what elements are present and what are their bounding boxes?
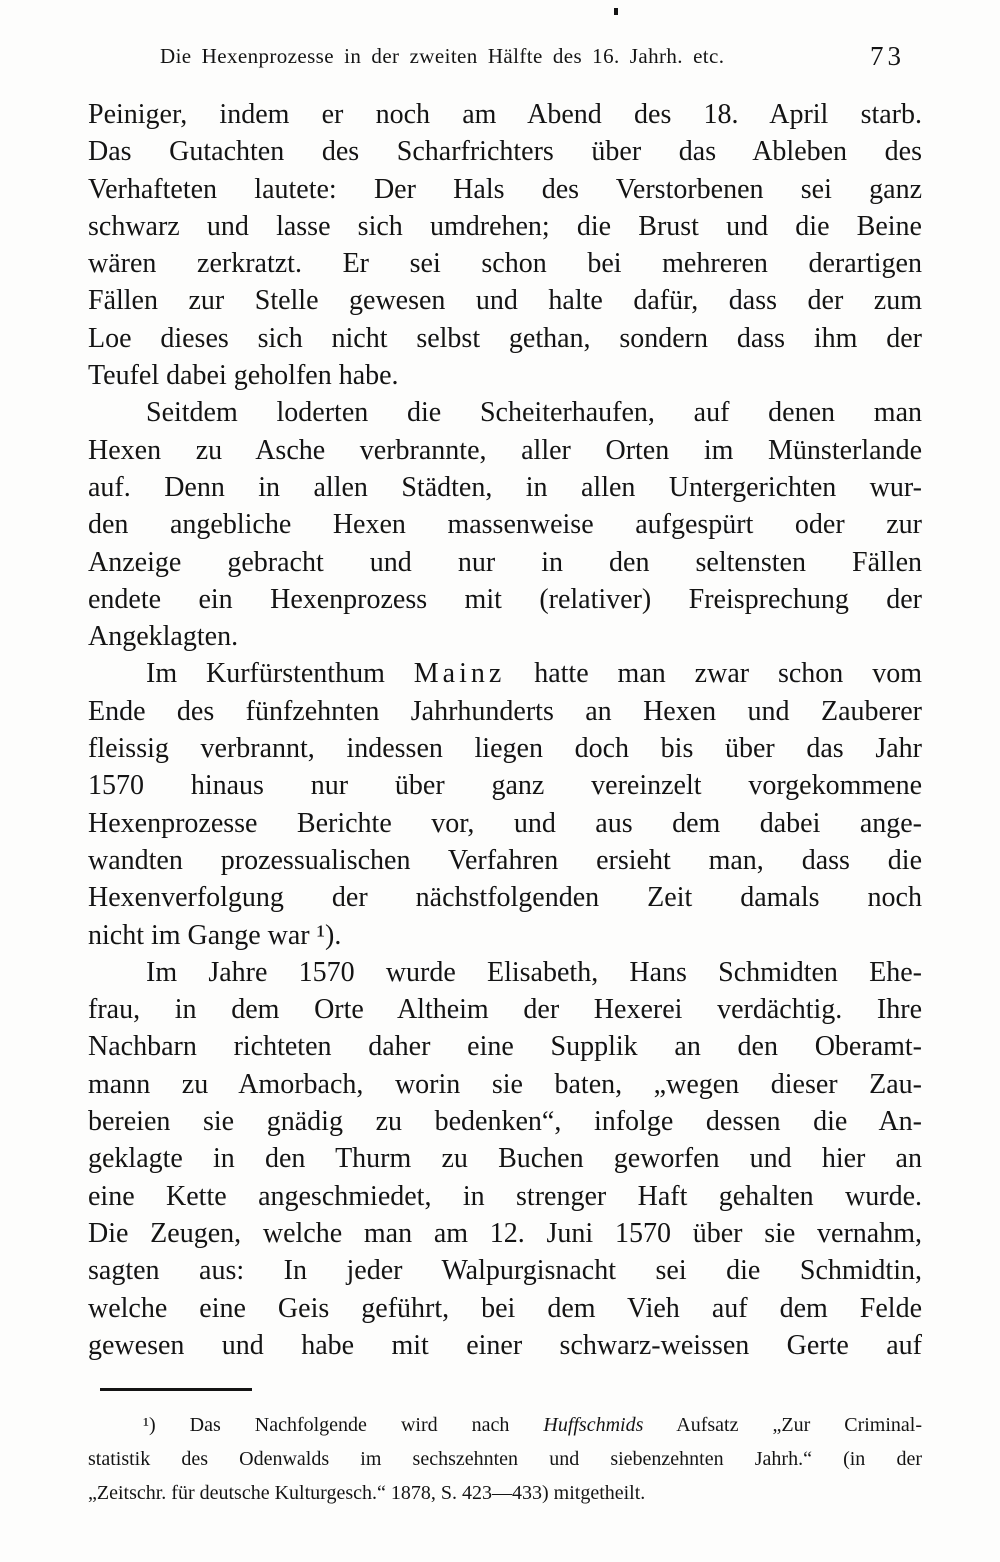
running-header: [160, 41, 920, 77]
text-line: Die Zeugen, welche man am 12. Juni 1570 über sie vernahm,: [88, 1217, 922, 1249]
page-header-title: Die Hexenprozesse in der zweiten Hälfte des 16. Jahrh. etc.: [160, 44, 725, 68]
text-line: welche eine Geis geführt, bei dem Vieh auf dem Felde: [88, 1292, 922, 1324]
text-line: Seitdem loderten die Scheiterhaufen, auf denen man: [146, 397, 922, 429]
text-line: den angebliche Hexen massenweise aufgespürt oder zur: [88, 509, 922, 541]
text-line: statistik des Odenwalds im sechszehnten und siebenzehnten Jahrh.“ (in der: [88, 1448, 922, 1470]
text-line: geklagte in den Thurm zu Buchen geworfen und hier an: [88, 1143, 922, 1175]
text-line: wären zerkratzt. Er sei schon bei mehreren derartigen: [88, 248, 922, 280]
text-line: Loe dieses sich nicht selbst gethan, sondern dass ihm der: [88, 322, 922, 354]
text-line: auf. Denn in allen Städten, in allen Untergerichten wur-: [88, 471, 922, 503]
text-line: Verhafteten lautete: Der Hals des Verstorbenen sei ganz: [88, 173, 922, 205]
text-segment: ¹) Das Nachfolgende wird nach: [143, 1414, 544, 1436]
text-line: sagten aus: In jeder Walpurgisnacht sei die Schmidtin,: [88, 1255, 922, 1287]
text-line: [88, 1408, 922, 1442]
body-text: [88, 96, 922, 1364]
text-line: nicht im Gange war ¹).: [88, 919, 342, 951]
italic-text-segment: Huffschmids: [543, 1414, 644, 1436]
text-line: schwarz und lasse sich umdrehen; die Brust und die Beine: [88, 210, 922, 242]
page-number: 73: [870, 41, 905, 71]
text-segment: hatte man zwar schon vom: [505, 658, 922, 690]
text-line: Anzeige gebracht und nur in den seltensten Fällen: [88, 546, 922, 578]
text-line: 1570 hinaus nur über ganz vereinzelt vorgekommene: [88, 770, 922, 802]
text-line: gewesen und habe mit einer schwarz-weissen Gerte auf: [88, 1329, 922, 1361]
text-line: eine Kette angeschmiedet, in strenger Haft gehalten wurde.: [88, 1180, 922, 1212]
text-line: Angeklagten.: [88, 621, 239, 653]
text-line: Das Gutachten des Scharfrichters über das Ableben des: [88, 136, 922, 168]
text-segment: Aufsatz „Zur Criminal-: [643, 1414, 922, 1436]
text-line: Peiniger, indem er noch am Abend des 18. April starb.: [88, 99, 922, 130]
text-line: frau, in dem Orte Altheim der Hexerei verdächtig. Ihre: [88, 994, 922, 1026]
text-line: Teufel dabei geholfen habe.: [88, 360, 399, 392]
spaced-text-segment: Mainz: [413, 658, 506, 690]
text-line: Hexenprozesse Berichte vor, und aus dem dabei ange-: [88, 807, 922, 839]
text-line: „Zeitschr. für deutsche Kulturgesch.“ 1878, S. 423—433) mitgetheilt.: [88, 1482, 646, 1504]
text-line: Hexen zu Asche verbrannte, aller Orten im Münsterlande: [88, 434, 922, 466]
text-line: Nachbarn richteten daher eine Supplik an den Oberamt-: [88, 1031, 922, 1063]
paper-speck: [614, 8, 618, 15]
footnote: [88, 1408, 922, 1510]
text-line: fleissig verbrannt, indessen liegen doch bis über das Jahr: [88, 733, 922, 765]
text-line: [88, 655, 922, 692]
text-line: wandten prozessualischen Verfahren ersieht man, dass die: [88, 844, 922, 876]
text-line: endete ein Hexenprozess mit (relativer) Freisprechung der: [88, 583, 922, 615]
text-line: mann zu Amorbach, worin sie baten, „wegen dieser Zau-: [88, 1068, 922, 1100]
text-segment: Im Kurfürstenthum: [146, 658, 414, 690]
text-line: bereien sie gnädig zu bedenken“, infolge dessen die An-: [88, 1106, 922, 1138]
text-line: Ende des fünfzehnten Jahrhunderts an Hexen und Zauberer: [88, 695, 922, 727]
text-line: Im Jahre 1570 wurde Elisabeth, Hans Schmidten Ehe-: [146, 956, 922, 988]
text-line: Fällen zur Stelle gewesen und halte dafür, dass der zum: [88, 285, 922, 317]
text-line: Hexenverfolgung der nächstfolgenden Zeit damals noch: [88, 882, 922, 914]
footnote-separator-rule: [100, 1388, 252, 1391]
